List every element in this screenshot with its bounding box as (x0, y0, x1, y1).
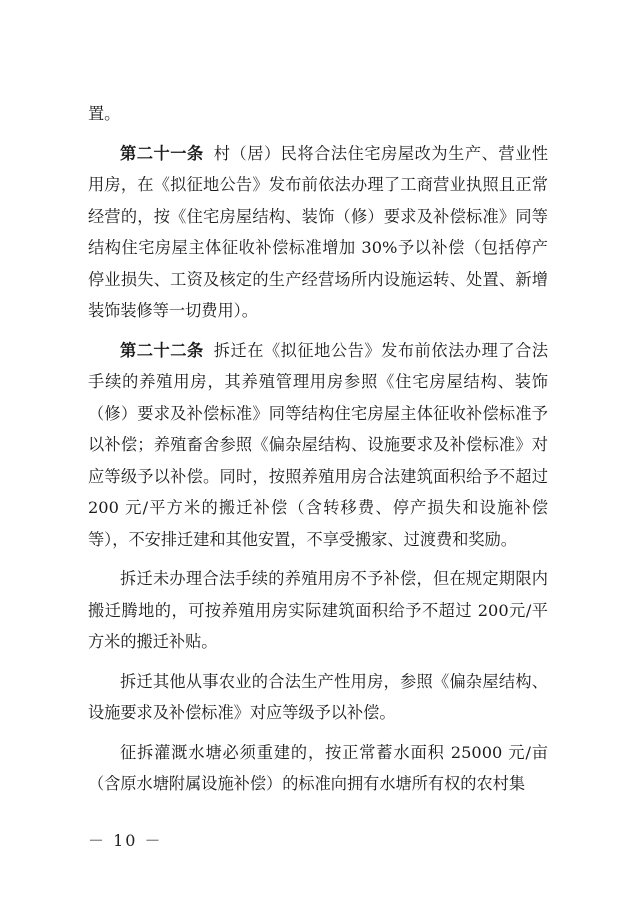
article-21-paragraph (88, 138, 548, 327)
paragraph-text: 拆迁其他从事农业的合法生产性用房，参照《偏杂屋结构、设施要求及补偿标准》对应等级予以补偿。 (88, 671, 548, 722)
paragraph-text: 征拆灌溉水塘必须重建的，按正常蓄水面积 25000 元/亩（含原水塘附属设施补偿）的标准向拥有水塘所有权的农村集 (88, 742, 548, 793)
paragraph-agricultural-buildings (88, 666, 548, 729)
paragraph-text: 村（居）民将合法住宅房屋改为生产、营业性用房，在《拟征地公告》发布前依法办理了工商营业执照且正常经营的，按《住宅房屋结构、装饰（修）要求及补偿标准》同等结构住宅房屋主体征收补偿标准增加 30%予以补偿（包括停产停业损失、工资及核定的生产经营场所内设施运转、处置、新增装饰装修等一切费用）。 (88, 143, 549, 320)
article-label: 第二十一条 (120, 143, 204, 163)
article-label: 第二十二条 (120, 340, 204, 360)
paragraph-irrigation-ponds (88, 737, 548, 800)
paragraph-text: 拆迁在《拟征地公告》发布前依法办理了合法手续的养殖用房，其养殖管理用房参照《住宅房屋结构、装饰（修）要求及补偿标准》同等结构住宅房屋主体征收补偿标准予以补偿；养殖畜舍参照《偏杂屋结构、设施要求及补偿标准》对应等级予以补偿。同时，按照养殖用房合法建筑面积给予不超过 200 元/平方米的搬迁补偿（含转移费、停产损失和设施补偿等），不安排迁建和其他安置，不享受搬家、过渡费和奖励。 (88, 340, 549, 549)
paragraph-text: 置。 (88, 104, 121, 123)
page-number: － 10 － (88, 831, 163, 850)
document-body (88, 98, 548, 808)
article-22-paragraph (88, 335, 548, 556)
paragraph-continuation (88, 98, 548, 130)
paragraph-unlicensed-breeding (88, 563, 548, 658)
paragraph-text: 拆迁未办理合法手续的养殖用房不予补偿，但在规定期限内搬迁腾地的，可按养殖用房实际建筑面积给予不超过 200元/平方米的搬迁补贴。 (88, 569, 548, 651)
